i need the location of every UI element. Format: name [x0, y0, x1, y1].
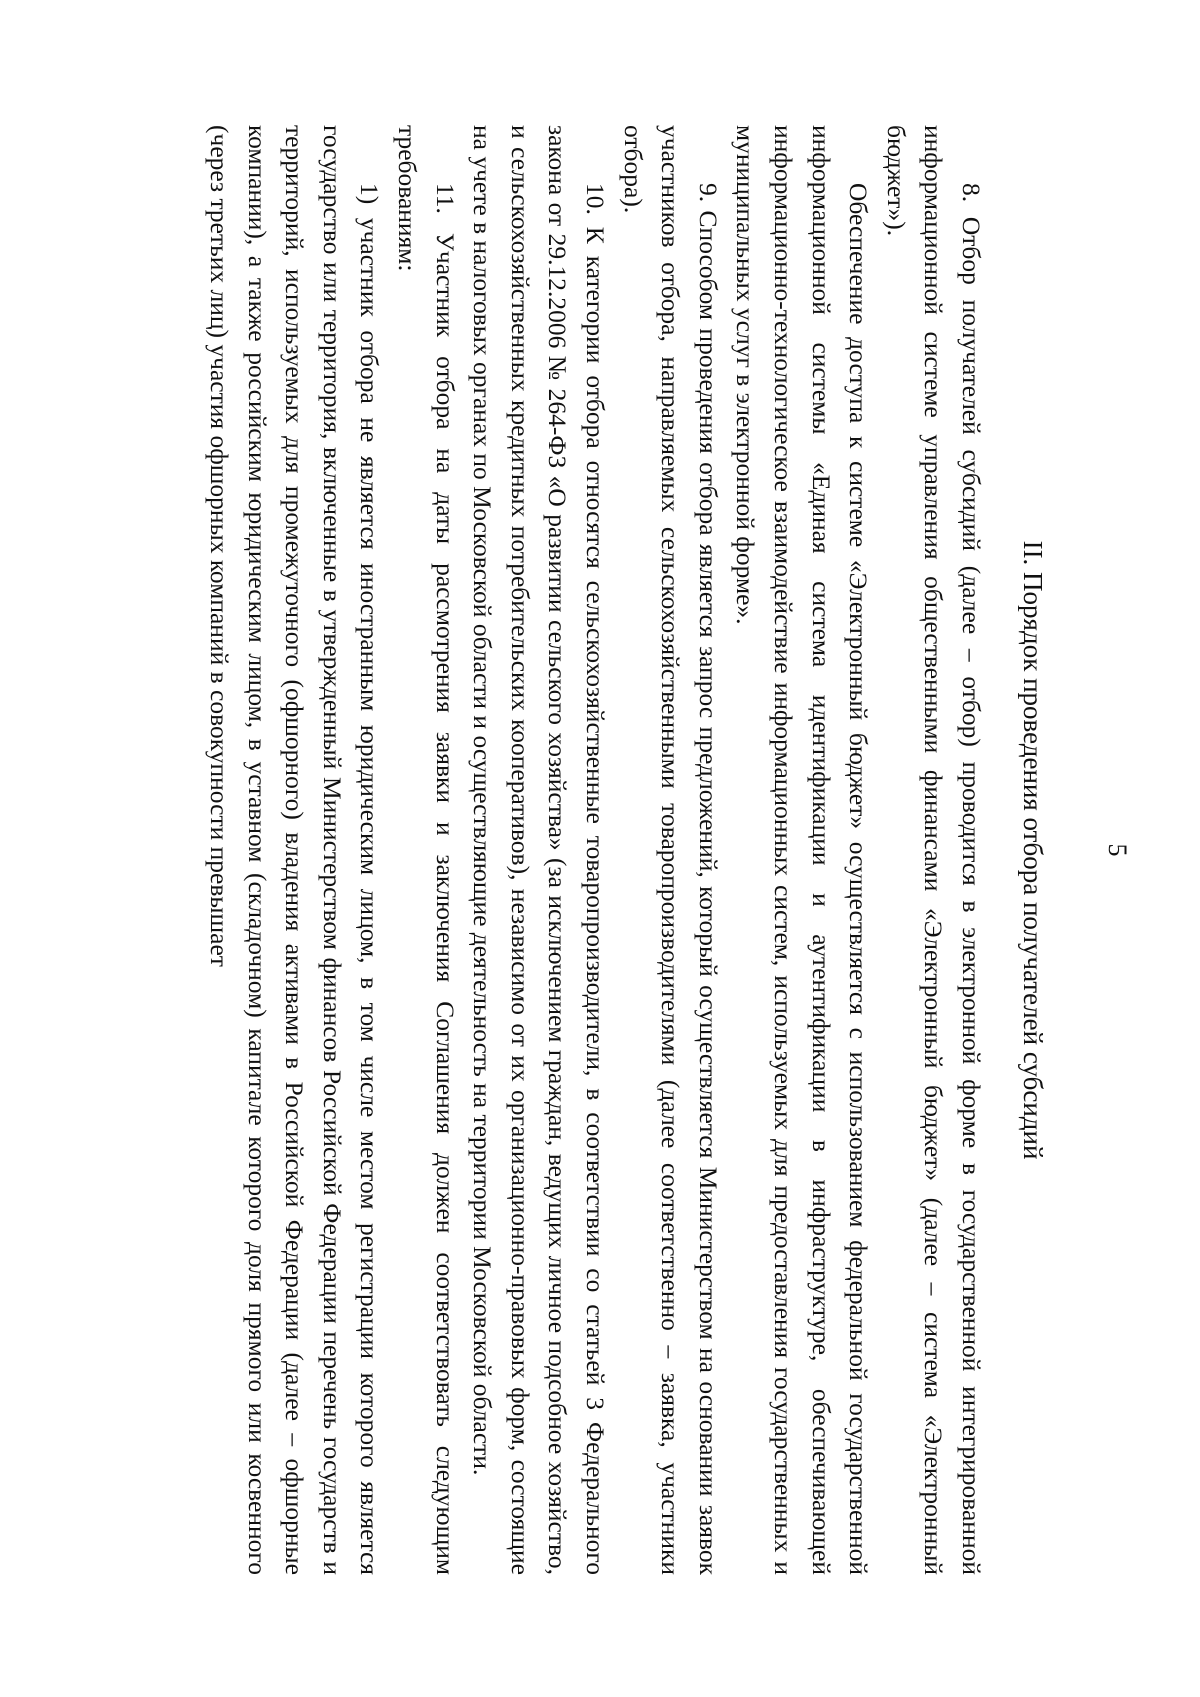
section-heading: II. Порядок проведения отбора получателей субсидий — [1018, 540, 1048, 1160]
paragraph-11: 11. Участник отбора на даты рассмотрения заявки и заключения Соглашения должен соответствовать следующим требованиям: — [393, 125, 460, 1575]
paragraph-9: 9. Способом проведения отбора является запрос предложений, который осуществляется Министерством на основании заявок участников отбора, направляемых сельскохозяйственными товаропроизводителями (далее соответственно – заявка, участники отбора). — [618, 125, 723, 1575]
rotated-document-content — [190, 125, 1132, 1575]
paragraph-access: Обеспечение доступа к системе «Электронный бюджет» осуществляется с использованием федеральной государственной информационной системы «Единая система идентификации и аутентификации в инфраструктуре, обеспечивающей информационно-технологическое взаимодействие информационных систем, используемых для предоставления государственных и муниципальных услуг в электронной форме». — [731, 125, 874, 1575]
page-number: 5 — [1103, 843, 1132, 857]
paragraph-8: 8. Отбор получателей субсидий (далее – отбор) проводится в электронной форме в государственной интегрированной информационной системе управления общественными финансами «Электронный бюджет» (далее – система «Электронный бюджет»). — [881, 125, 986, 1575]
paragraph-10: 10. К категории отбора относятся сельскохозяйственные товаропроизводители, в соответствии со статьей 3 Федерального закона от 29.12.2006 № 264-ФЗ «О развитии сельского хозяйства» (за исключением граждан, ведущих личное подсобное хозяйство, и сельскохозяйственных кредитных потребительских кооперативов), независимо от их организационно-правовых форм, состоящие на учете в налоговых органах по Московской области и осуществляющие деятельность на территории Московской области. — [468, 125, 611, 1575]
paragraph-11-item-1: 1) участник отбора не является иностранным юридическим лицом, в том числе местом регистрации которого является государство или территория, включенные в утвержденный Министерством финансов Российской Федерации перечень государств и территорий, используемых для промежуточного (офшорного) владения активами в Российской Федерации (далее – офшорные компании), а также российским юридическим лицом, в уставном (складочном) капитале которого доля прямого или косвенного (через третьих лиц) участия офшорных компаний в совокупности превышает — [205, 125, 385, 1575]
